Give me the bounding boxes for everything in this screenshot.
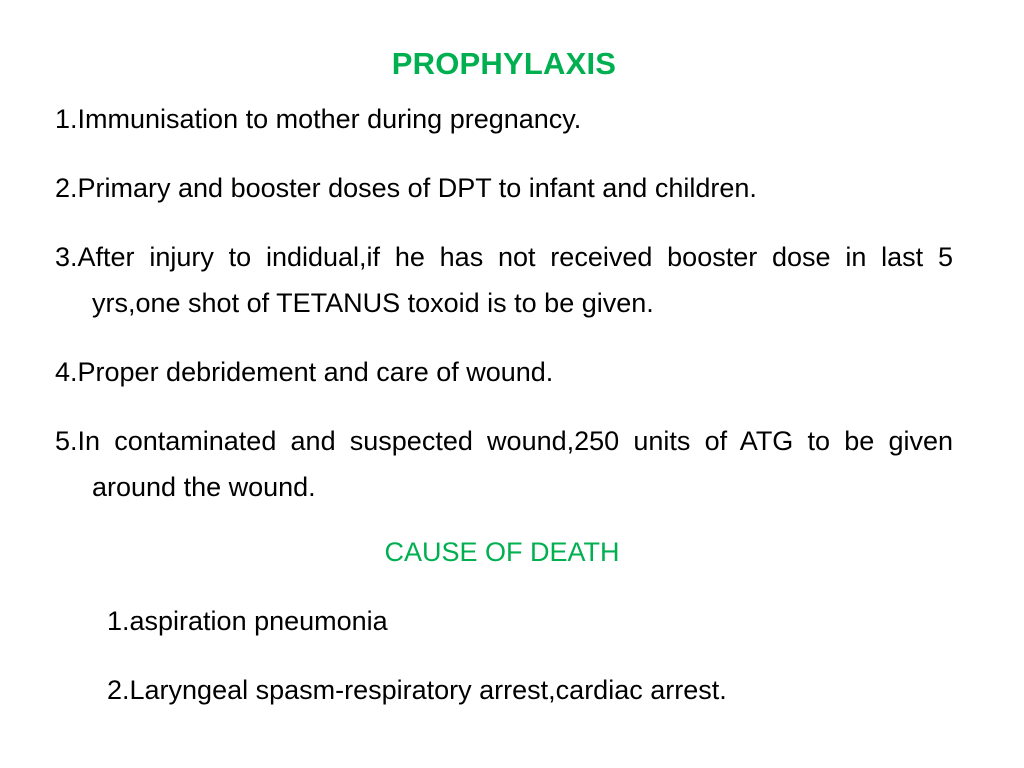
list-item: 4.Proper debridement and care of wound. <box>55 357 554 387</box>
list-item: 3.After injury to indidual,if he has not received booster dose in last 5 yrs,one shot of TETANUS toxoid is to be given. <box>55 242 953 318</box>
section-heading-cause-of-death: CAUSE OF DEATH <box>384 537 620 567</box>
slide-title: PROPHYLAXIS <box>391 46 617 81</box>
prophylaxis-list <box>55 96 953 510</box>
list-item: 1.aspiration pneumonia <box>107 606 388 636</box>
list-item: 5.In contaminated and suspected wound,250 units of ATG to be given around the wound. <box>55 426 953 502</box>
list-item: 2.Primary and booster doses of DPT to infant and children. <box>55 173 757 203</box>
list-item: 1.Immunisation to mother during pregnancy. <box>55 104 582 134</box>
cause-of-death-list <box>107 598 727 713</box>
list-item: 2.Laryngeal spasm-respiratory arrest,cardiac arrest. <box>107 675 727 705</box>
